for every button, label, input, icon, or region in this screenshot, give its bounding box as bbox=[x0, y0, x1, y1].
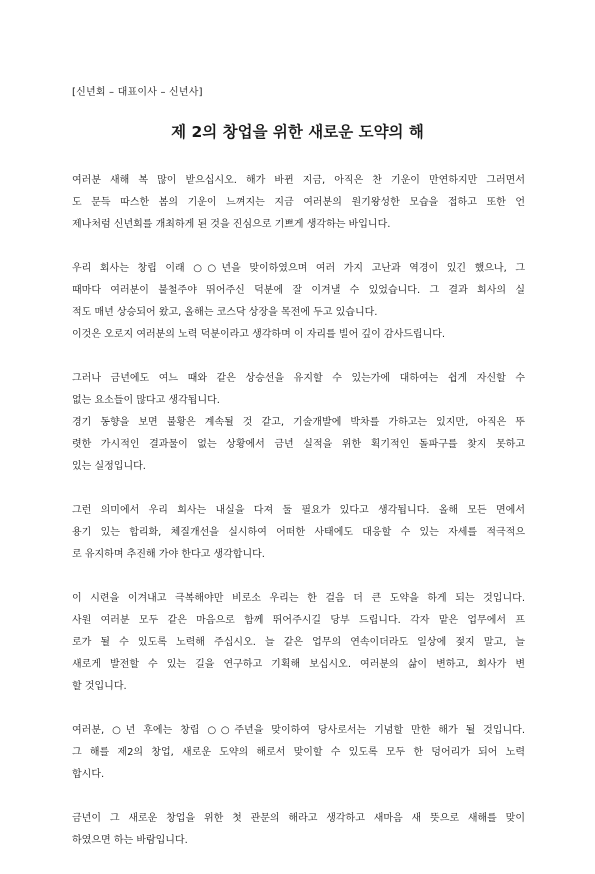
page-title: 제 2의 창업을 위한 새로운 도약의 해 bbox=[171, 123, 424, 141]
text-line: 이 시련을 이겨내고 극복해야만 비로소 우리는 한 걸음 더 큰 도약을 하게 되는 것입니다. bbox=[72, 593, 525, 604]
paragraph-closing bbox=[72, 808, 525, 852]
text-line: 제나처럼 신년회를 개최하게 된 것을 진심으로 기쁘게 생각하는 바입니다. bbox=[72, 219, 391, 230]
paragraph-outlook bbox=[72, 368, 525, 478]
document-body bbox=[72, 170, 525, 874]
text-line: 하였으면 하는 바람입니다. bbox=[72, 835, 188, 846]
text-line: 로 유지하며 추진해 가야 한다고 생각합니다. bbox=[72, 549, 265, 560]
text-line: 금년이 그 새로운 창업을 위한 첫 관문의 해라고 생각하고 새마음 새 뜻으로 새해를 맞이 bbox=[72, 813, 525, 824]
text-line: 이것은 오로지 여러분의 노력 덕분이라고 생각하며 이 자리를 빌어 깊이 감사드립니다. bbox=[72, 329, 446, 340]
text-line: 그 해를 제2의 창업, 새로운 도약의 해로서 맞이할 수 있도록 모두 한 덩어리가 되어 노력 bbox=[72, 747, 525, 758]
text-line: 새로게 발전할 수 있는 길을 연구하고 기획해 보십시오. 여러분의 삶이 변하고, 회사가 변 bbox=[72, 659, 525, 670]
text-line: 때마다 여러분이 불철주야 뛰어주신 덕분에 잘 이겨낼 수 있었습니다. 그 결과 회사의 실 bbox=[72, 285, 525, 296]
text-line: 적도 매년 상승되어 왔고, 올해는 코스닥 상장을 목전에 두고 있습니다. bbox=[72, 307, 378, 318]
text-line: 합시다. bbox=[72, 769, 105, 780]
text-line: 용기 있는 합리화, 체질개선을 실시하여 어떠한 사태에도 대응할 수 있는 자세를 적극적으 bbox=[72, 527, 525, 538]
document-category-tag: [신년회 – 대표이사 – 신년사] bbox=[72, 87, 203, 98]
paragraph-history bbox=[72, 258, 525, 346]
paragraph-greeting bbox=[72, 170, 525, 236]
text-line: 사원 여러분 모두 같은 마음으로 함께 뛰어주시길 당부 드립니다. 각자 맡은 업무에서 프 bbox=[72, 615, 525, 626]
text-line: 우리 회사는 창립 이래 ○○년을 맞이하였으며 여러 가지 고난과 역경이 있긴 했으나, 그 bbox=[72, 263, 525, 274]
text-line: 로가 될 수 있도록 노력해 주십시오. 늘 같은 업무의 연속이더라도 일상에 젖지 말고, 늘 bbox=[72, 637, 525, 648]
paragraph-anniversary bbox=[72, 720, 525, 786]
text-line: 있는 실정입니다. bbox=[72, 461, 146, 472]
text-line: 여러분 새해 복 많이 받으십시오. 해가 바뀐 지금, 아직은 찬 기운이 만연하지만 그러면서 bbox=[72, 175, 525, 186]
text-line: 도 문득 따스한 봄의 기운이 느껴지는 지금 여러분의 원기왕성한 모습을 접하고 또한 언 bbox=[72, 197, 525, 208]
text-line: 경기 동향을 보면 불황은 계속될 것 같고, 기술개발에 박차를 가하고는 있지만, 아직은 뚜 bbox=[72, 417, 525, 428]
paragraph-strategy bbox=[72, 500, 525, 566]
text-line: 렷한 가시적인 결과물이 없는 상황에서 금년 실적을 위한 획기적인 돌파구를 찾지 못하고 bbox=[72, 439, 525, 450]
text-line: 없는 요소들이 많다고 생각됩니다. bbox=[72, 395, 220, 406]
text-line: 여러분, ○년 후에는 창립 ○○주년을 맞이하여 당사로서는 기념할 만한 해가 될 것입니다. bbox=[72, 725, 525, 736]
paragraph-request bbox=[72, 588, 525, 698]
text-line: 그러나 금년에도 여느 때와 같은 상승선을 유지할 수 있는가에 대하여는 쉽게 자신할 수 bbox=[72, 373, 525, 384]
text-line: 그런 의미에서 우리 회사는 내실을 다져 둘 필요가 있다고 생각됩니다. 올해 모든 면에서 bbox=[72, 505, 525, 516]
text-line: 할 것입니다. bbox=[72, 681, 127, 692]
